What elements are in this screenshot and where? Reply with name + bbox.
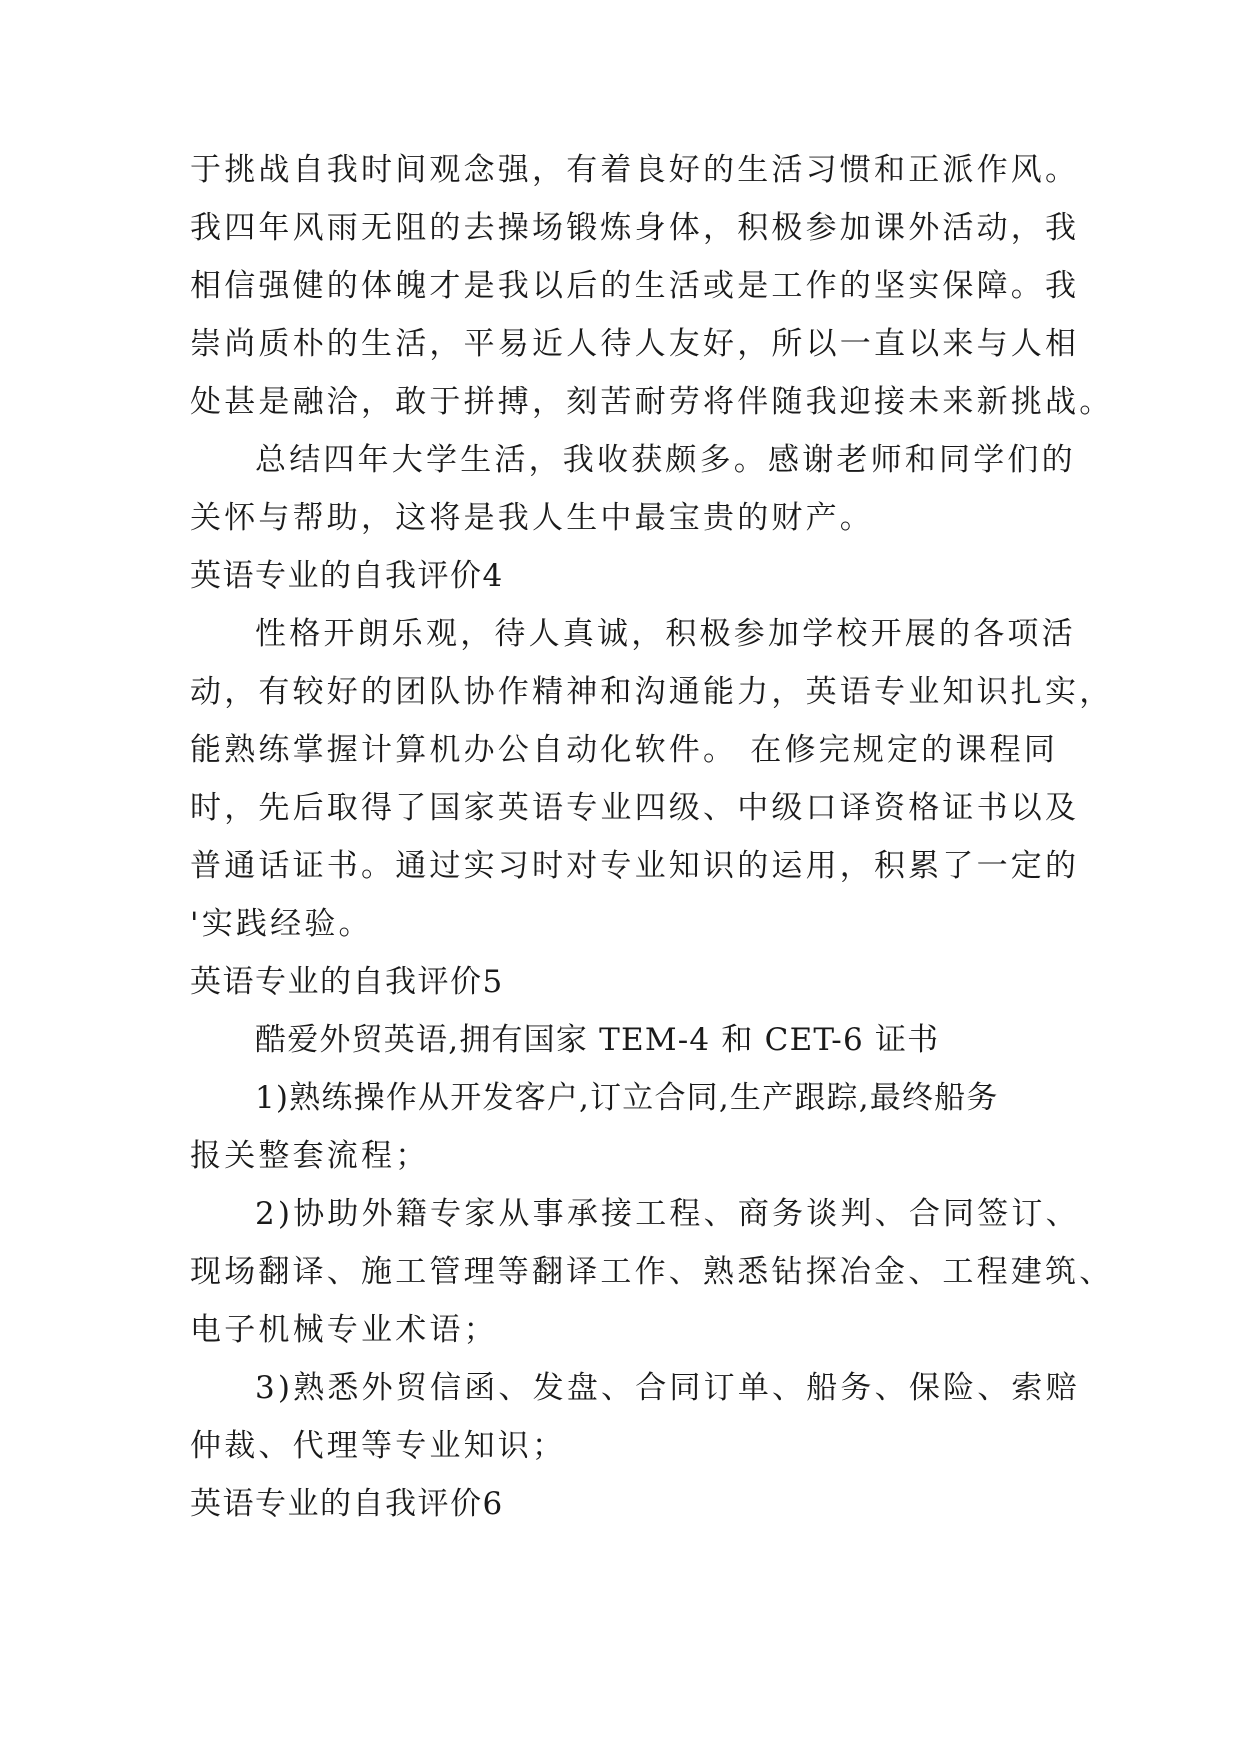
paragraph-line: 报关整套流程； xyxy=(190,1138,430,1174)
paragraph-line: 崇尚质朴的生活，平易近人待人友好，所以一直以来与人相 xyxy=(190,326,1080,362)
list-item-2: 2)协助外籍专家从事承接工程、商务谈判、合同签订、 xyxy=(255,1196,1080,1232)
paragraph-line: '实践经验。 xyxy=(190,906,373,942)
paragraph-line: 相信强健的体魄才是我以后的生活或是工作的坚实保障。我 xyxy=(190,268,1080,304)
paragraph-line: 处甚是融洽，敢于拼搏，刻苦耐劳将伴随我迎接未来新挑战。 xyxy=(190,384,1114,420)
paragraph-line: 总结四年大学生活，我收获颇多。感谢老师和同学们的 xyxy=(255,442,1076,478)
paragraph-line: 关怀与帮助，这将是我人生中最宝贵的财产。 xyxy=(190,500,874,536)
paragraph-line: 普通话证书。通过实习时对专业知识的运用，积累了一定的 xyxy=(190,848,1080,884)
section-heading-4: 英语专业的自我评价4 xyxy=(190,558,504,594)
list-item-1: 1)熟练操作从开发客户,订立合同,生产跟踪,最终船务 xyxy=(255,1080,999,1116)
paragraph-line: 我四年风雨无阻的去操场锻炼身体，积极参加课外活动，我 xyxy=(190,210,1080,246)
section-heading-5: 英语专业的自我评价5 xyxy=(190,964,504,1000)
paragraph-line: 电子机械专业术语； xyxy=(190,1312,498,1348)
paragraph-line: 酷爱外贸英语,拥有国家 TEM-4 和 CET-6 证书 xyxy=(255,1022,940,1058)
paragraph-line: 于挑战自我时间观念强，有着良好的生活习惯和正派作风。 xyxy=(190,152,1080,188)
section-heading-6: 英语专业的自我评价6 xyxy=(190,1486,504,1522)
paragraph-line: 性格开朗乐观，待人真诚，积极参加学校开展的各项活 xyxy=(255,616,1076,652)
paragraph-line: 能熟练掌握计算机办公自动化软件。 在修完规定的课程同 xyxy=(190,732,1059,768)
paragraph-line: 时，先后取得了国家英语专业四级、中级口译资格证书以及 xyxy=(190,790,1080,826)
paragraph-line: 动，有较好的团队协作精神和沟通能力，英语专业知识扎实， xyxy=(190,674,1114,710)
paragraph-line: 现场翻译、施工管理等翻译工作、熟悉钻探冶金、工程建筑、 xyxy=(190,1254,1114,1290)
list-item-3: 3)熟悉外贸信函、发盘、合同订单、船务、保险、索赔 xyxy=(255,1370,1080,1406)
paragraph-line: 仲裁、代理等专业知识； xyxy=(190,1428,567,1464)
